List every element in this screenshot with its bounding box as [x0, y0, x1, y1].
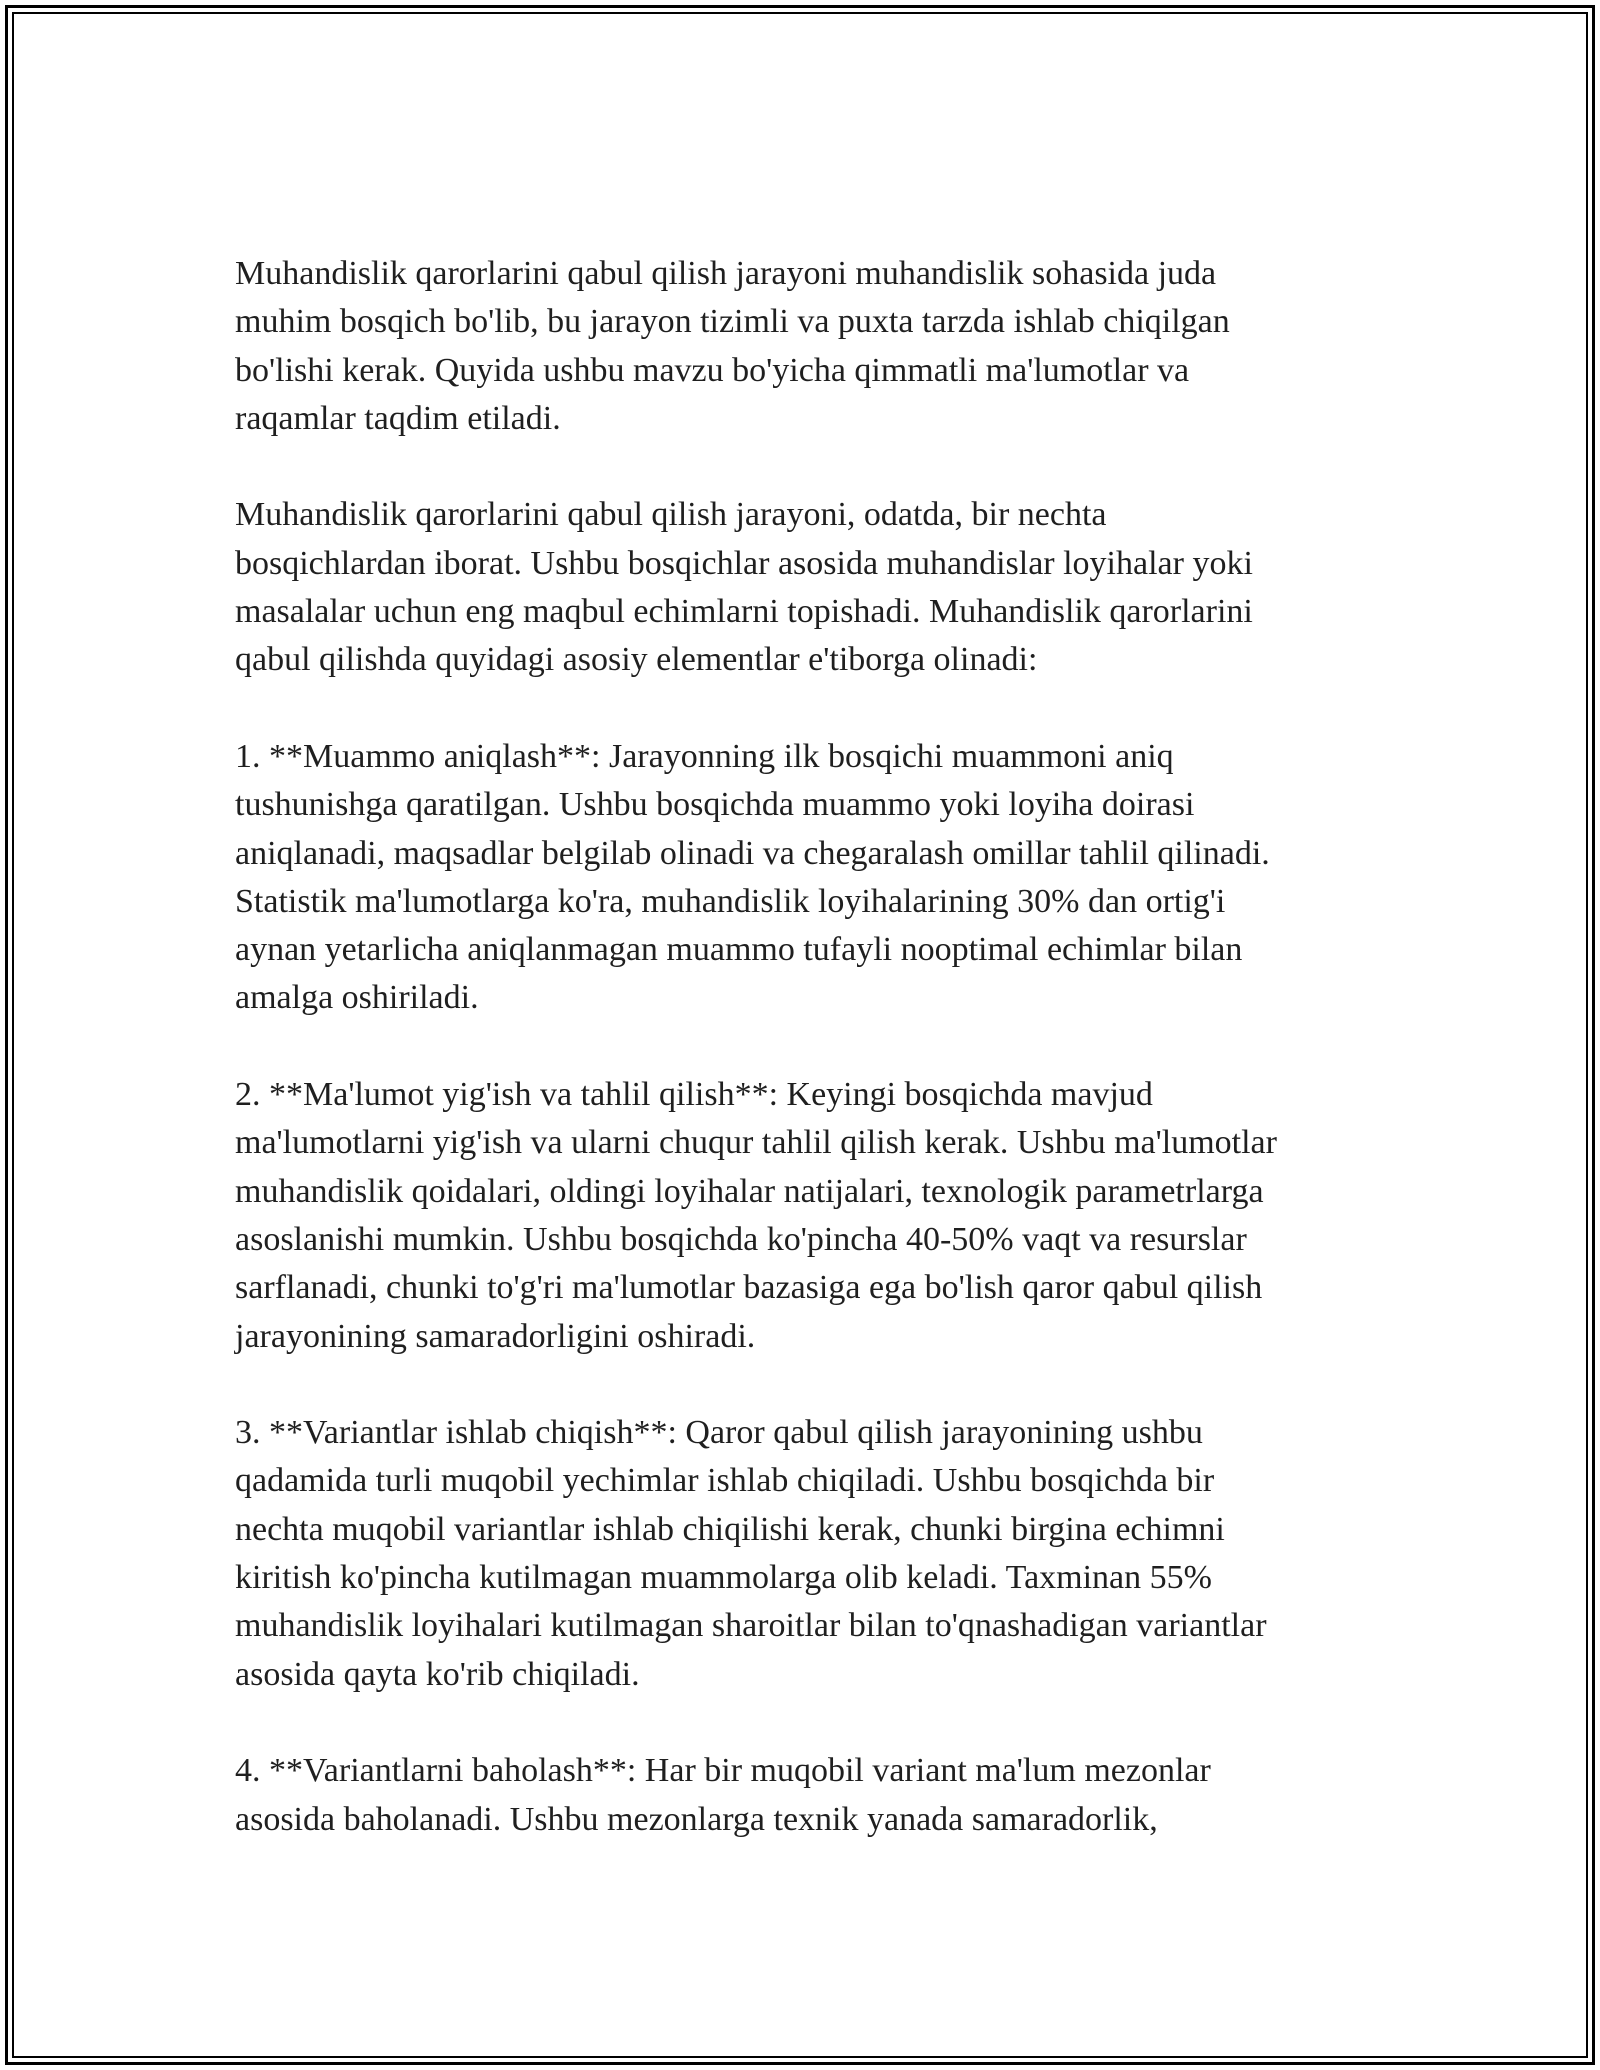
paragraph-step-2: [235, 1071, 1370, 1361]
text-line: Muhandislik qarorlarini qabul qilish jarayoni muhandislik sohasida juda: [235, 255, 1217, 292]
text-line: raqamlar taqdim etiladi.: [235, 399, 561, 437]
text-line: Muhandislik qarorlarini qabul qilish jarayoni, odatda, bir nechta: [235, 496, 1107, 534]
text-line: sarflanadi, chunki to'g'ri ma'lumotlar bazasiga ega bo'lish qaror qabul qilish: [235, 1269, 1263, 1307]
text-line: 4. **Variantlarni baholash**: Har bir muqobil variant ma'lum mezonlar: [235, 1752, 1211, 1790]
text-line: bosqichlardan iborat. Ushbu bosqichlar asosida muhandislar loyihalar yoki: [235, 544, 1253, 582]
paragraph-step-4: [235, 1747, 1370, 1844]
text-line: ma'lumotlarni yig'ish va ularni chuqur tahlil qilish kerak. Ushbu ma'lumotlar: [235, 1124, 1277, 1162]
paragraph-overview: [235, 491, 1370, 684]
text-line: qadamida turli muqobil yechimlar ishlab chiqiladi. Ushbu bosqichda bir: [235, 1462, 1215, 1500]
document-body: [235, 250, 1370, 1844]
text-line: asoslanishi mumkin. Ushbu bosqichda ko'pincha 40-50% vaqt va resurslar: [235, 1220, 1247, 1258]
paragraph-intro: [235, 250, 1370, 443]
paragraph-step-3: [235, 1409, 1370, 1699]
text-line: Statistik ma'lumotlarga ko'ra, muhandislik loyihalarining 30% dan ortig'i: [235, 882, 1226, 920]
text-line: masalalar uchun eng maqbul echimlarni topishadi. Muhandislik qarorlarini: [235, 593, 1253, 631]
text-line: muhandislik qoidalari, oldingi loyihalar natijalari, texnologik parametrlarga: [235, 1172, 1264, 1210]
text-line: asosida baholanadi. Ushbu mezonlarga texnik yanada samaradorlik,: [235, 1800, 1158, 1838]
text-line: tushunishga qaratilgan. Ushbu bosqichda muammo yoki loyiha doirasi: [235, 786, 1195, 824]
paragraph-step-1: [235, 733, 1370, 1023]
text-line: muhim bosqich bo'lib, bu jarayon tizimli va puxta tarzda ishlab chiqilgan: [235, 303, 1230, 341]
text-line: muhandislik loyihalari kutilmagan sharoitlar bilan to'qnashadigan variantlar: [235, 1607, 1267, 1645]
text-line: aynan yetarlicha aniqlanmagan muammo tufayli nooptimal echimlar bilan: [235, 931, 1243, 969]
text-line: kiritish ko'pincha kutilmagan muammolarga olib keladi. Taxminan 55%: [235, 1559, 1212, 1597]
text-line: 1. **Muammo aniqlash**: Jarayonning ilk bosqichi muammoni aniq: [235, 737, 1174, 775]
text-line: aniqlanadi, maqsadlar belgilab olinadi va chegaralash omillar tahlil qilinadi.: [235, 834, 1270, 872]
text-line: asosida qayta ko'rib chiqiladi.: [235, 1655, 640, 1693]
text-line: jarayonining samaradorligini oshiradi.: [235, 1317, 756, 1355]
text-line: nechta muqobil variantlar ishlab chiqilishi kerak, chunki birgina echimni: [235, 1510, 1225, 1548]
text-line: amalga oshiriladi.: [235, 979, 479, 1017]
text-line: 2. **Ma'lumot yig'ish va tahlil qilish**: Keyingi bosqichda mavjud: [235, 1076, 1153, 1114]
text-line: bo'lishi kerak. Quyida ushbu mavzu bo'yicha qimmatli ma'lumotlar va: [235, 351, 1190, 389]
text-line: qabul qilishda quyidagi asosiy elementlar e'tiborga olinadi:: [235, 641, 1038, 679]
text-line: 3. **Variantlar ishlab chiqish**: Qaror qabul qilish jarayonining ushbu: [235, 1414, 1203, 1452]
